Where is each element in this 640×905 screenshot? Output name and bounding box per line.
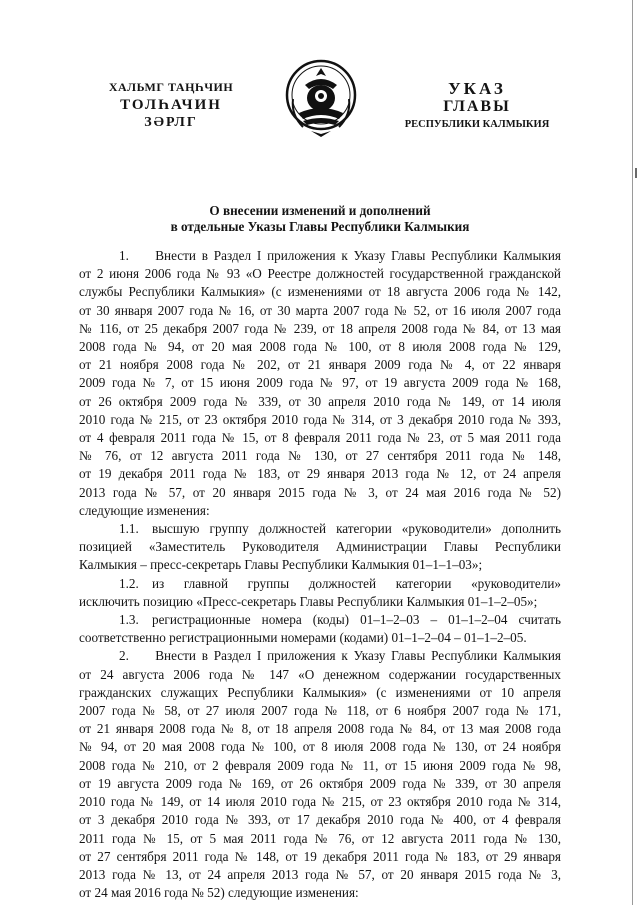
paragraph-line: от 3 декабря 2010 года № 393, от 17 декабря 2010 года № 400, от 4 февраля (79, 812, 561, 828)
paragraph-line: 2010 года № 149, от 14 июля 2010 года № 215, от 23 октября 2010 года № 314, (79, 794, 561, 810)
paragraph-line: исключить позицию «Пресс-секретарь Главы Республики Калмыкия 01–1–2–05»; (79, 593, 538, 609)
paragraph-line: № 116, от 25 декабря 2007 года № 239, от 18 апреля 2008 года № 84, от 13 мая (79, 320, 561, 336)
paragraph-line: следующие изменения: (79, 502, 210, 518)
paragraph-line: 2013 года № 57, от 20 января 2015 года № 3, от 24 мая 2016 года № 52) (79, 484, 561, 500)
paragraph-line: 2013 года № 13, от 24 апреля 2013 года № 57, от 20 января 2015 года № 3, (79, 866, 561, 882)
paragraph-line: 2011 года № 15, от 5 мая 2011 года № 76, от 12 августа 2011 года № 130, (79, 830, 561, 846)
paragraph-line: позицией «Заместитель Руководителя Администрации Главы Республики (79, 539, 561, 555)
header-right-line-2: ГЛАВЫ (443, 98, 511, 115)
paragraph (79, 575, 561, 611)
page-edge-mark (635, 168, 637, 178)
paragraph-line: № 76, от 12 августа 2011 года № 130, от 27 сентября 2011 года № 148, (79, 448, 561, 464)
decree-title (110, 203, 530, 235)
paragraph-line: от 26 октября 2009 года № 339, от 30 апреля 2010 года № 149, от 14 июля (79, 393, 561, 409)
paragraph (79, 647, 561, 902)
paragraph-line: 2009 года № 7, от 15 июня 2009 года № 97, от 19 августа 2009 года № 168, (79, 375, 561, 391)
header-left-line-3: ЗӘРЛГ (144, 115, 198, 130)
decree-title-line-2: в отдельные Указы Главы Республики Калмыкия (170, 219, 470, 234)
paragraph-line: от 21 ноября 2008 года № 202, от 21 января 2009 года № 4, от 22 января (79, 357, 561, 373)
paragraph-line: 2008 года № 210, от 2 февраля 2009 года № 11, от 15 июня 2009 года № 98, (79, 757, 561, 773)
paragraph-line: 2008 года № 94, от 20 мая 2008 года № 100, от 8 июля 2008 года № 129, (79, 339, 561, 355)
header-russian (392, 80, 562, 134)
decree-title-line-1: О внесении изменений и дополнений (209, 203, 431, 218)
page-edge-line (632, 0, 633, 905)
paragraph-line: гражданских служащих Республики Калмыкия» (с изменениями от 10 апреля (79, 684, 561, 700)
header-left-line-2: ТОЛҺАЧИН (120, 97, 222, 113)
paragraph (79, 520, 561, 575)
paragraph-line: от 19 августа 2009 года № 169, от 26 октября 2009 года № 339, от 30 апреля (79, 775, 561, 791)
decree-body (79, 247, 561, 902)
paragraph-line: 1.3. регистрационные номера (коды) 01–1–2–03 – 01–1–2–04 считать (119, 612, 561, 628)
paragraph-line: 2010 года № 215, от 23 октября 2010 года № 314, от 3 декабря 2010 года № 393, (79, 411, 561, 427)
paragraph-line: от 24 августа 2006 года № 147 «О денежном содержании государственных (79, 666, 561, 682)
paragraph (79, 247, 561, 520)
paragraph-line: 2. Внести в Раздел I приложения к Указу Главы Республики Калмыкия (119, 648, 561, 664)
paragraph-line: от 24 мая 2016 года № 52) следующие изменения: (79, 885, 359, 901)
paragraph-line: от 2 июня 2006 года № 93 «О Реестре должностей государственной гражданской (79, 266, 561, 282)
paragraph-line: службы Республики Калмыкия» (с изменениями от 18 августа 2006 года № 142, (79, 284, 561, 300)
paragraph-line: 2007 года № 58, от 27 июля 2007 года № 118, от 6 ноября 2007 года № 171, (79, 703, 561, 719)
paragraph-line: 1.1. высшую группу должностей категории «руководители» дополнить (119, 521, 561, 537)
paragraph-line: 1. Внести в Раздел I приложения к Указу Главы Республики Калмыкия (119, 248, 561, 263)
paragraph-line: соответственно регистрационными номерами (кодами) 01–1–2–04 – 01–1–2–05. (79, 630, 527, 646)
paragraph-line: от 30 января 2007 года № 16, от 30 марта 2007 года № 52, от 16 июля 2007 года (79, 302, 561, 318)
paragraph-line: от 4 февраля 2011 года № 15, от 8 февраля 2011 года № 23, от 5 мая 2011 года (79, 430, 561, 446)
header-kalmyk (86, 78, 256, 132)
header-right-line-1: УКАЗ (448, 79, 506, 98)
paragraph-line: от 27 сентября 2011 года № 148, от 19 декабря 2011 года № 183, от 29 января (79, 848, 561, 864)
paragraph-line: 1.2. из главной группы должностей категории «руководители» (119, 575, 561, 591)
paragraph-line: от 21 января 2008 года № 8, от 18 апреля 2008 года № 84, от 13 мая 2008 года (79, 721, 561, 737)
coat-of-arms-icon (285, 55, 357, 139)
header-left-line-1: ХАЛЬМГ ТАҢҺЧИН (108, 80, 234, 94)
paragraph-line: от 19 декабря 2011 года № 183, от 29 января 2013 года № 12, от 24 апреля (79, 466, 561, 482)
paragraph-line: № 94, от 20 мая 2008 года № 100, от 8 июля 2008 года № 130, от 24 ноября (79, 739, 561, 755)
header-right-line-3: РЕСПУБЛИКИ КАЛМЫКИЯ (404, 119, 550, 130)
paragraph-line: Калмыкия – пресс-секретарь Главы Республики Калмыкия 01–1–1–03»; (79, 557, 483, 573)
paragraph (79, 611, 561, 647)
